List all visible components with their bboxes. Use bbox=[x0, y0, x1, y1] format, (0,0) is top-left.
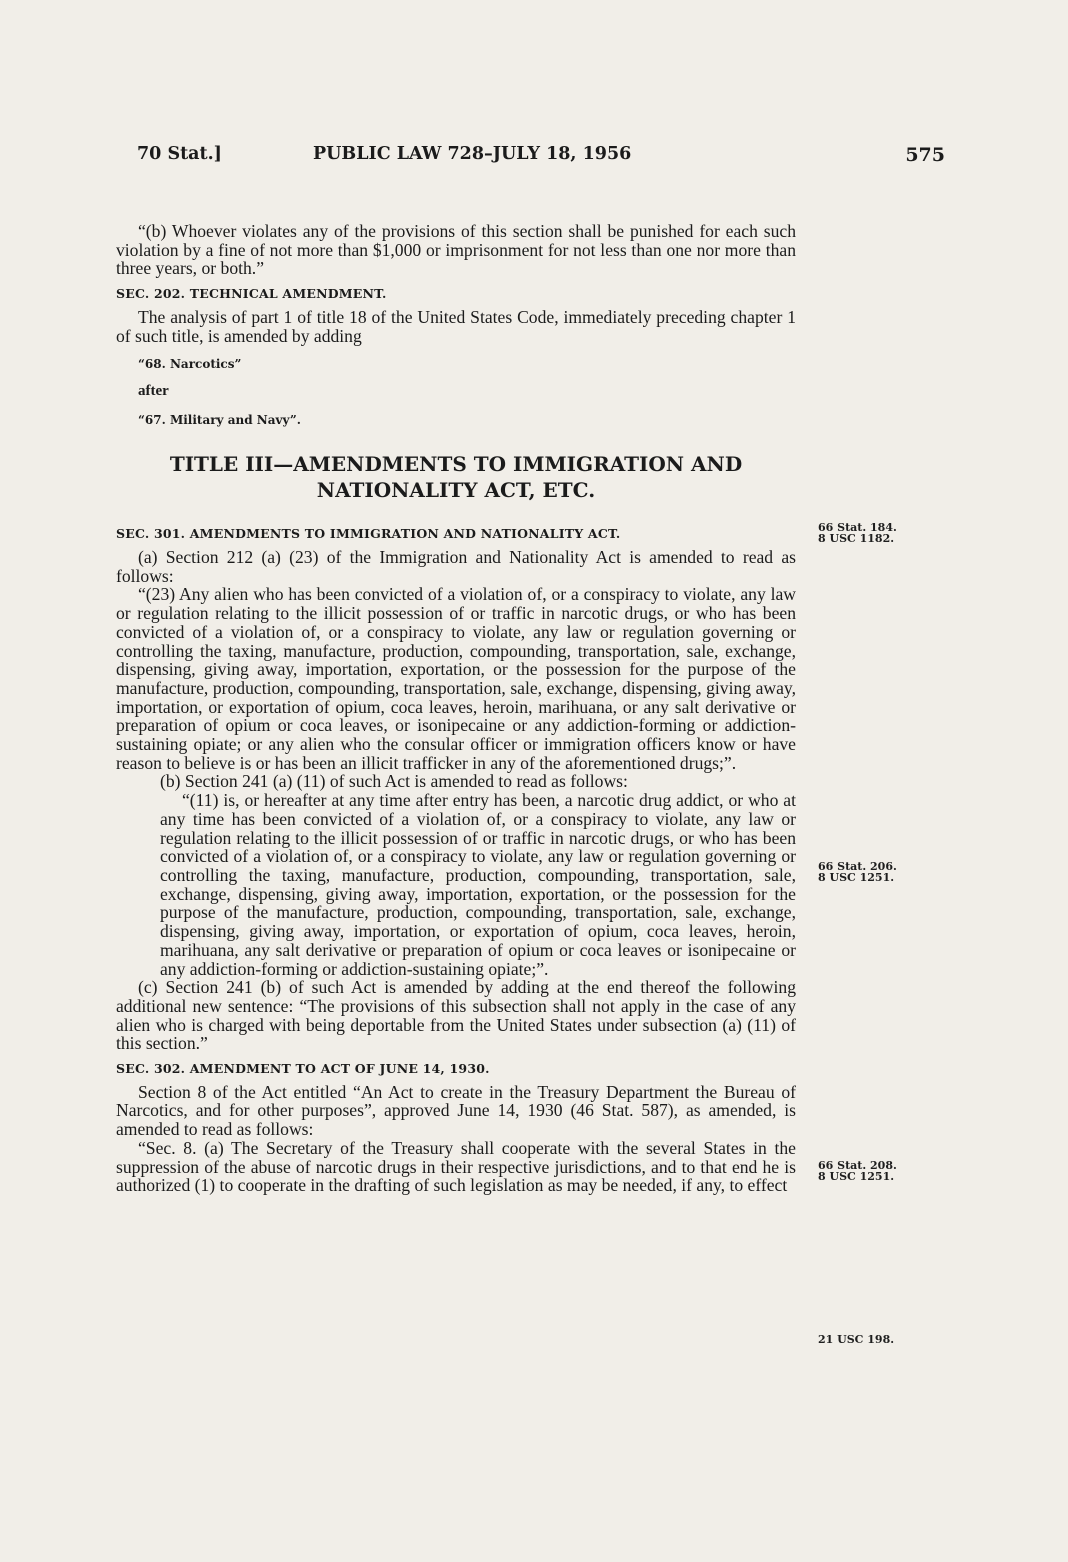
margin-note-1: 66 Stat. 184. 8 USC 1182. bbox=[818, 521, 897, 545]
sec-301-a-quote: “(23) Any alien who has been convicted of a violation of, or a conspiracy to violate, any law or regulation relating to the illicit possession of or traffic in narcotic drugs, or who has been convicted of a violation of, or a conspiracy to violate, any law or regulation governing or controlling the taxing, manufacture, production, compounding, transportation, sale, exchange, dispensing, giving away, importation, exportation, or the possession for the purpose of the manufacture, production, compounding, transportation, sale, exchange, dispensing, giving away, importation, or exportation of opium, coca leaves, heroin, marihuana, or any salt derivative or preparation of opium or coca leaves, or isonipecaine or any addiction-forming or addiction-sustaining opiate; or any alien who the consular officer or immigration officers know or have reason to believe is or has been an illicit trafficker in any of the aforementioned drugs;”. bbox=[116, 584, 796, 773]
after-word: after bbox=[138, 382, 169, 399]
sec-302-quote: “Sec. 8. (a) The Secretary of the Treasury shall cooperate with the several States in the suppression of the abuse of narcotic drugs in their respective jurisdictions, and to that end he is authorized (1) to cooperate in the drafting of such legislation as may be needed, if any, to effect bbox=[116, 1137, 796, 1196]
sec-302-heading: SEC. 302. AMENDMENT TO ACT OF JUNE 14, 1930. bbox=[116, 1061, 490, 1077]
sec-301-b: (b) Section 241 (a) (11) of such Act is amended to read as follows: bbox=[160, 771, 628, 792]
military-line: “67. Military and Navy”. bbox=[138, 412, 301, 427]
sec-301-b-quote: “(11) is, or hereafter at any time after entry has been, a narcotic drug addict, or who at any time has been convicted of a violation of, or a conspiracy to violate, any law or regulation relating to the illicit possession of or traffic in narcotic drugs, or who has been convicted of a violation of, or a conspiracy to violate, any law or regulation governing or controlling the taxing, manufacture, production, compounding, transportation, sale, exchange, dispensing, giving away, importation, exportation, or the possession for the purpose of the manufacture, production, compounding, transportation, sale, exchange, dispensing, giving away, importation, or exportation of opium, coca leaves, heroin, marihuana, any salt derivative or preparation of opium or coca leaves or isonipecaine or any addiction-forming or addiction-sustaining opiate;”. bbox=[160, 790, 796, 979]
narcotics-line: “68. Narcotics” bbox=[138, 357, 242, 372]
page-body bbox=[116, 222, 796, 1195]
sec-301-a: (a) Section 212 (a) (23) of the Immigration and Nationality Act is amended to read as follows: bbox=[116, 547, 796, 586]
margin-note-3: 66 Stat. 208. 8 USC 1251. bbox=[818, 1159, 897, 1183]
sec-301-c: (c) Section 241 (b) of such Act is amended by adding at the end thereof the following additional new sentence: “The provisions of this subsection shall not apply in the case of any alien who is charged with being deportable from the United States under subsection (a) (11) of this section.” bbox=[116, 977, 796, 1054]
title-iii-heading: TITLE III—AMENDMENTS TO IMMIGRATION AND NATIONALITY ACT, ETC. bbox=[169, 452, 743, 503]
margin-note-2: 66 Stat. 206. 8 USC 1251. bbox=[818, 860, 897, 884]
sec-302-text: Section 8 of the Act entitled “An Act to create in the Treasury Department the Bureau of Narcotics, and for other purposes”, approved June 14, 1930 (46 Stat. 587), as amended, is amended to read as follows: bbox=[116, 1081, 796, 1140]
running-header bbox=[137, 144, 945, 174]
sec-202-heading: SEC. 202. TECHNICAL AMENDMENT. bbox=[116, 286, 387, 302]
margin-note-4: 21 USC 198. bbox=[818, 1333, 895, 1346]
volume-reference: 70 Stat.] bbox=[137, 144, 222, 164]
law-title: PUBLIC LAW 728–JULY 18, 1956 bbox=[313, 144, 632, 164]
sec-301-heading: SEC. 301. AMENDMENTS TO IMMIGRATION AND NATIONALITY ACT. bbox=[116, 526, 621, 542]
sec-202-text: The analysis of part 1 of title 18 of the United States Code, immediately preceding chapter 1 of such title, is amended by adding bbox=[116, 306, 796, 346]
subsection-b-penalty: “(b) Whoever violates any of the provisions of this section shall be punished for each such violation by a fine of not more than $1,000 or imprisonment for not less than one nor more than three years, or both.” bbox=[116, 221, 796, 279]
page-number: 575 bbox=[905, 144, 945, 166]
